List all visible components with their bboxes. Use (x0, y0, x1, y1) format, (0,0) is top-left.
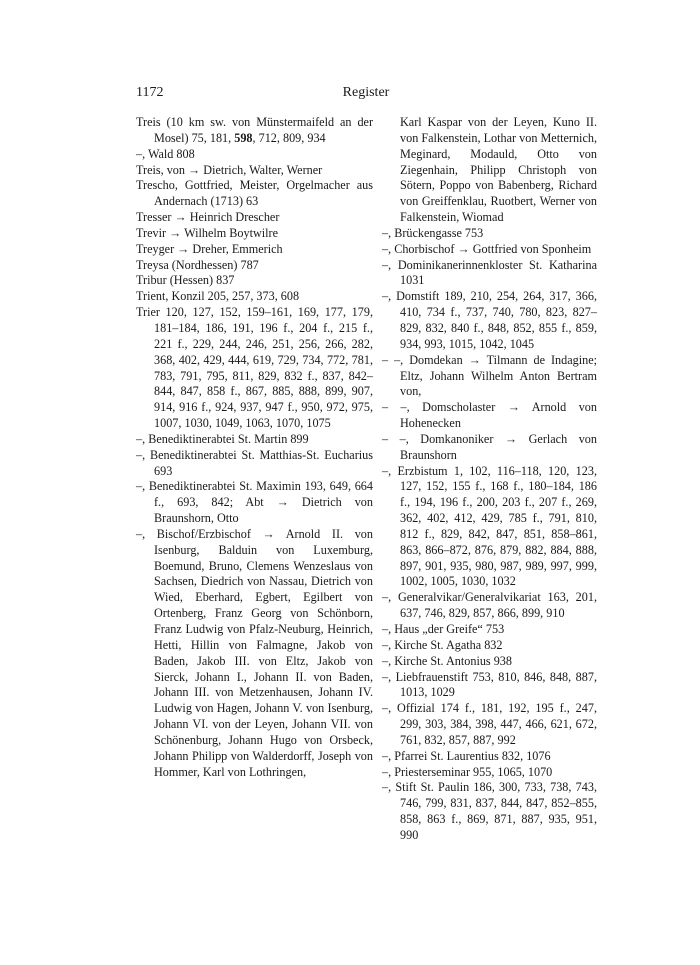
running-title: Register (342, 85, 390, 100)
index-entry: –, Offizial 174 f., 181, 192, 195 f., 247, 299, 303, 384, 398, 447, 466, 621, 672, 761, 832, 857, 887, 992 (382, 701, 597, 747)
index-entry: Trier 120, 127, 152, 159–161, 169, 177, 179, 181–184, 186, 191, 196 f., 204 f., 215 f., 221 f., 229, 244, 246, 251, 256, 266, 282, 368, 402, 429, 444, 619, 729, 734, 772, 781, 783, 791, 795, 811, 829, 832 f., 837, 842–844, 847, 858 f., 867, 885, 888, 899, 907, 914, 916 f., 924, 937, 947 f., 950, 972, 975, 1007, 1030, 1049, 1063, 1070, 1075 (136, 305, 373, 431)
index-entry: Treyger → Dreher, Emmerich (136, 241, 283, 256)
index-entry: –, Kirche St. Agatha 832 (382, 637, 503, 652)
index-entry: –, Benediktinerabtei St. Martin 899 (136, 431, 309, 446)
index-column-right (382, 115, 597, 844)
index-column-left (136, 115, 373, 780)
index-entry: – –, Domdekan → Tilmann de Indagine; Eltz, Johann Wilhelm Anton Bertram von, (382, 352, 597, 399)
index-entry: –, Haus „der Greife“ 753 (382, 622, 505, 636)
index-entry: –, Erzbistum 1, 102, 116–118, 120, 123, 127, 152, 155 f., 168 f., 180–184, 186 f., 194, 196 f., 200, 203 f., 207 f., 269, 362, 402, 412, 429, 785 f., 791, 810, 812 f., 829, 842, 847, 851, 858–861, 863, 866–872, 876, 879, 882, 884, 888, 897, 901, 935, 980, 987, 989, 997, 999, 1002, 1005, 1030, 1032 (382, 463, 597, 589)
index-entry: Treysa (Nordhessen) 787 (136, 257, 259, 272)
index-entry: Trient, Konzil 205, 257, 373, 608 (136, 289, 300, 304)
index-entry: Karl Kaspar von der Leyen, Kuno II. von Falkenstein, Lothar von Metternich, Meginard, Modauld, Otto von Ziegenhain, Philipp Christoph von Sötern, Poppo von Babenberg, Richard von Greiffenklau, Ruotbert, Werner von Falkenstein, Wiomad (400, 115, 597, 225)
index-entry: –, Benediktinerabtei St. Matthias-St. Eucharius 693 (136, 447, 373, 478)
index-entry: –, Brückengasse 753 (382, 225, 484, 240)
index-entry: – –, Domkanoniker → Gerlach von Braunshorn (382, 431, 597, 462)
index-entry: Tribur (Hessen) 837 (136, 273, 235, 288)
index-entry: Treis (10 km sw. von Münstermaifeld an der Mosel) 75, 181, 598, 712, 809, 934 (136, 115, 373, 145)
index-entry: –, Domstift 189, 210, 254, 264, 317, 366, 410, 734 f., 737, 740, 780, 823, 827–829, 832, 840 f., 848, 852, 855 f., 859, 934, 993, 1015, 1042, 1045 (382, 289, 597, 351)
index-entry: –, Pfarrei St. Laurentius 832, 1076 (382, 748, 551, 763)
main-reference: 598 (234, 130, 253, 145)
index-entry: –, Generalvikar/Generalvikariat 163, 201, 637, 746, 829, 857, 866, 899, 910 (382, 590, 597, 621)
index-entry: –, Chorbischof → Gottfried von Sponheim (382, 241, 592, 256)
index-entry: –, Dominikanerinnenkloster St. Katharina 1031 (382, 257, 597, 288)
index-entry: Treis, von → Dietrich, Walter, Werner (136, 162, 323, 177)
index-entry: Tresser → Heinrich Drescher (136, 210, 280, 225)
index-entry: –, Liebfrauenstift 753, 810, 846, 848, 887, 1013, 1029 (382, 669, 597, 700)
index-entry: –, Stift St. Paulin 186, 300, 733, 738, 743, 746, 799, 831, 837, 844, 847, 852–855, 858, 863 f., 869, 871, 887, 935, 951, 990 (382, 780, 597, 842)
index-entry: –, Priesterseminar 955, 1065, 1070 (382, 764, 553, 779)
index-entry: –, Bischof/Erzbischof → Arnold II. von Isenburg, Balduin von Luxemburg, Boemund, Bruno, Clemens Wenzeslaus von Sachsen, Diedrich von Nassau, Dietrich von Wied, Eberhard, Egbert, Egilbert von Ortenberg, Franz Georg von Schönborn, Franz Ludwig von Pfalz-Neuburg, Heinrich, Hetti, Hillin von Falmagne, Jakob von Baden, Jakob III. von Eltz, Jakob von Sierck, Johann I., Johann II. von Baden, Johann III. von Metzenhausen, Johann IV. Ludwig von Hagen, Johann V. von Isenburg, Johann VI. von der Leyen, Johann VII. von Schönenburg, Johann Hugo von Orsbeck, Johann Philipp von Walderdorff, Joseph von Hommer, Karl von Lothringen, (136, 526, 373, 779)
index-entry: Trevir → Wilhelm Boytwilre (136, 225, 279, 240)
index-entry: –, Benediktinerabtei St. Maximin 193, 649, 664 f., 693, 842; Abt → Dietrich von Braunshorn, Otto (136, 479, 373, 526)
index-entry: –, Wald 808 (136, 146, 195, 161)
page-number: 1172 (136, 85, 164, 100)
index-entry: –, Kirche St. Antonius 938 (382, 653, 512, 668)
index-entry: – –, Domscholaster → Arnold von Hohenecken (382, 400, 597, 431)
index-entry: Trescho, Gottfried, Meister, Orgelmacher aus Andernach (1713) 63 (136, 178, 373, 209)
